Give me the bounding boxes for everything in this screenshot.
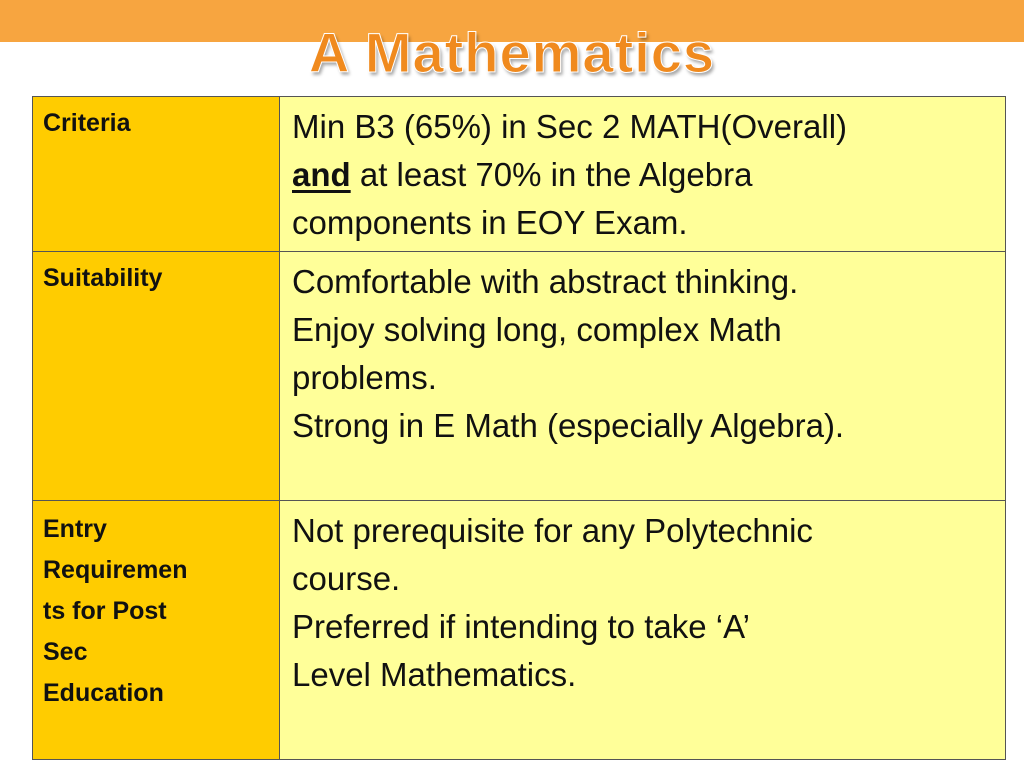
label-cell <box>33 501 280 760</box>
row-label-line: Education <box>43 679 164 707</box>
value-line: Enjoy solving long, complex Math <box>292 311 782 348</box>
value-line-text: at least 70% in the Algebra <box>350 156 753 193</box>
value-line: problems. <box>292 359 437 396</box>
value-line: Min B3 (65%) in Sec 2 MATH(Overall) <box>292 108 848 145</box>
label-cell <box>33 252 280 501</box>
criteria-table <box>32 96 1006 760</box>
table-row <box>33 501 1006 760</box>
value-line: Preferred if intending to take ‘A’ <box>292 608 750 645</box>
value-line: course. <box>292 560 401 597</box>
row-label-line: ts for Post <box>43 597 167 625</box>
emphasis-word: and <box>292 156 351 193</box>
row-label-line: Sec <box>43 638 88 666</box>
row-label-line: Requiremen <box>43 556 188 584</box>
value-cell <box>280 252 1006 501</box>
value-cell <box>280 97 1006 252</box>
table-row <box>33 97 1006 252</box>
value-cell <box>280 501 1006 760</box>
value-line: Level Mathematics. <box>292 656 577 693</box>
row-label: Criteria <box>43 109 131 137</box>
row-label-line: Entry <box>43 515 107 543</box>
table-row <box>33 252 1006 501</box>
page-title: A Mathematics <box>308 21 716 84</box>
value-line: Not prerequisite for any Polytechnic <box>292 512 813 549</box>
value-line <box>292 151 993 199</box>
row-label: Suitability <box>43 264 163 292</box>
value-line: Comfortable with abstract thinking. <box>292 263 799 300</box>
value-line: Strong in E Math (especially Algebra). <box>292 407 845 444</box>
label-cell <box>33 97 280 252</box>
value-line: components in EOY Exam. <box>292 204 688 241</box>
